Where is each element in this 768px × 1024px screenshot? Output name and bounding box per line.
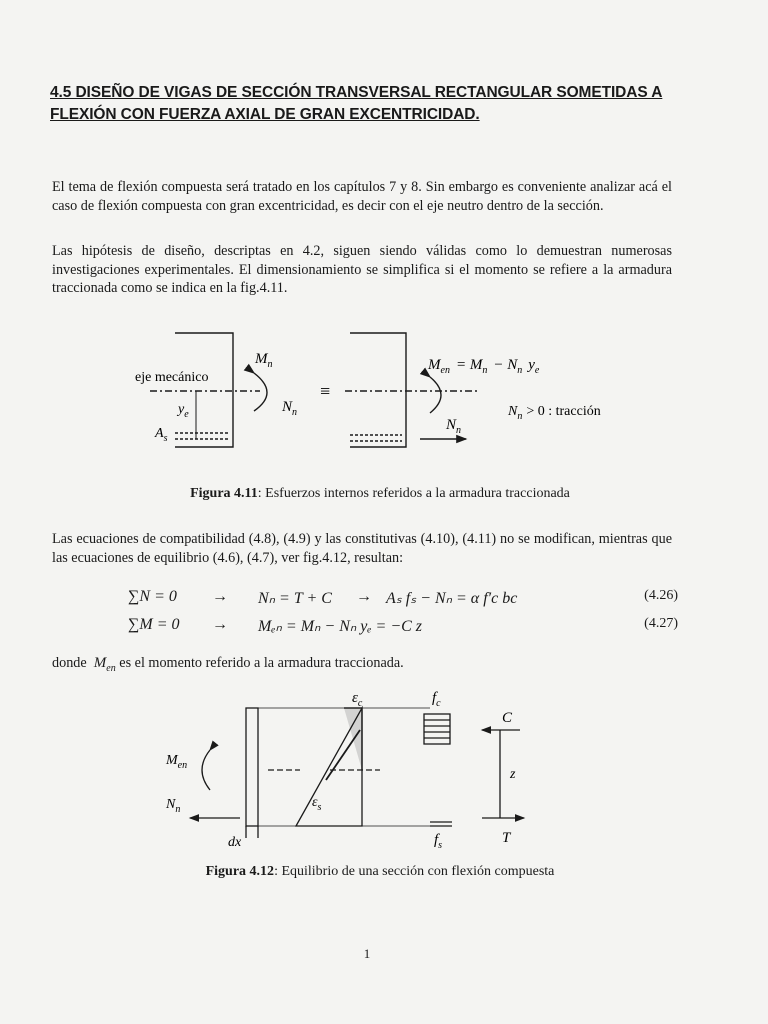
label-As: $A_s$ — [155, 426, 168, 444]
paragraph-hypotheses: Las hipótesis de diseño, descriptas en 4.2, siguen siendo válidas como lo demuestran numerosas investigaciones experimentales. El dimensionamiento se simplifica si el momento se refiere a la armadura traccionada como se indica en la fig.4.11. — [52, 243, 672, 296]
label-dx: dx — [228, 835, 242, 850]
label-fs: $f_s$ — [434, 832, 443, 850]
label-Nn-left: $N_n$ — [282, 399, 298, 418]
element-dx — [246, 708, 258, 826]
label-Men-equation: $M_{en} = M_n - N_n$ $y_e$ — [428, 357, 540, 376]
label-Men: $M_{en}$ — [166, 753, 188, 771]
figure-4-12 — [0, 690, 768, 850]
label-ye: $y_e$ — [178, 402, 189, 420]
label-eje-mecanico: eje mecánico — [135, 370, 209, 385]
label-eps-s: $\varepsilon_s$ — [312, 795, 322, 813]
label-Mn-left: $M_n$ — [255, 351, 273, 370]
donde-line: donde $M_{en}$ es el momento referido a la armadura traccionada. — [52, 655, 404, 674]
equation-4-27: ∑M = 0 → Mₑₙ = Mₙ − Nₙ yₑ = −C z (4.27) — [128, 616, 678, 635]
page-number: 1 — [363, 946, 371, 961]
label-eps-c: $\varepsilon_c$ — [352, 690, 363, 709]
paragraph-intro: El tema de flexión compuesta será tratado en los capítulos 7 y 8. Sin embargo es conveniente analizar acá el caso de flexión compuesta con gran excentricidad, es decir con el eje neutro dentro de la sección. — [52, 179, 672, 214]
label-z: z — [510, 767, 516, 782]
label-Nn: $N_n$ — [166, 797, 181, 815]
stress-block — [424, 714, 452, 826]
equation-4-26: ∑N = 0 → Nₙ = T + C → Aₛ fₛ − Nₙ = α f′c bc (4.26) — [128, 588, 678, 607]
label-fc: $f_c$ — [432, 690, 441, 709]
equivalence-sign: ≡ — [320, 381, 331, 401]
label-traccion: $N_n > 0$ : tracción — [508, 404, 601, 422]
figure-4-11-caption: Figura 4.11: Esfuerzos internos referidos a la armadura traccionada — [190, 486, 570, 501]
label-Nn-right: $N_n$ — [446, 417, 462, 436]
paragraph-equations: Las ecuaciones de compatibilidad (4.8), (4.9) y las constitutivas (4.10), (4.11) no se modifican, mientras que las ecuaciones de equilibrio (4.6), (4.7), ver fig.4.12, resultan: — [52, 531, 672, 566]
label-T: T — [502, 830, 511, 846]
section-left — [150, 333, 267, 447]
figure-4-11 — [0, 325, 768, 475]
label-C: C — [502, 710, 513, 726]
figure-4-12-caption: Figura 4.12: Equilibrio de una sección con flexión compuesta — [205, 864, 555, 879]
section-heading: 4.5 DISEÑO DE VIGAS DE SECCIÓN TRANSVERSAL RECTANGULAR SOMETIDAS A FLEXIÓN CON FUERZA AXIAL DE GRAN EXCENTRICIDAD. — [50, 84, 663, 123]
